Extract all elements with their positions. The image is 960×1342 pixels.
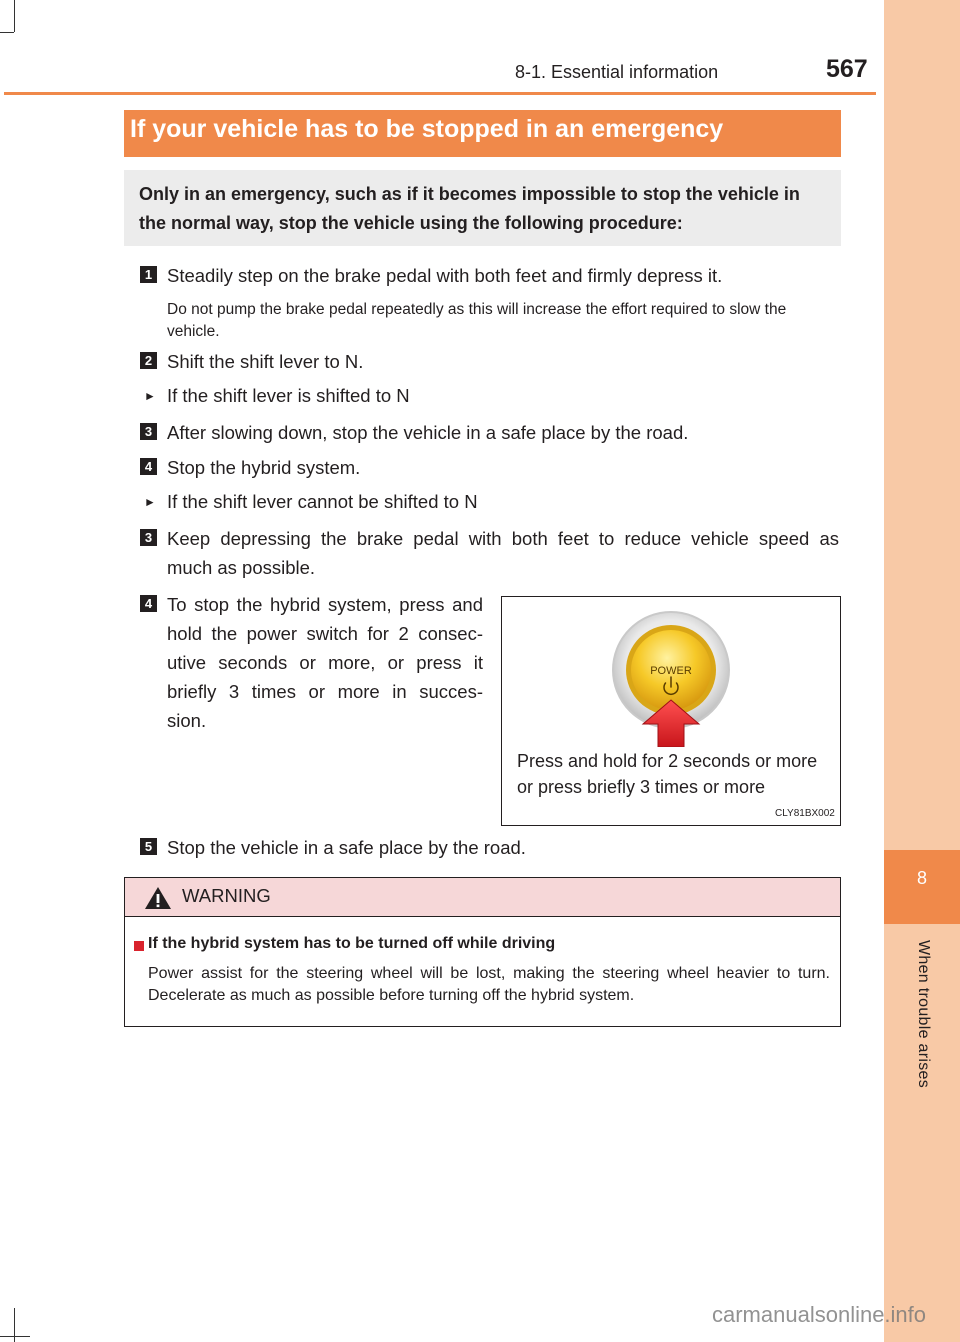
step-number-badge: 2 (140, 352, 157, 369)
power-button-illustration (502, 597, 840, 747)
step-number-badge: 3 (140, 529, 157, 546)
figure-code: CLY81BX002 (775, 808, 835, 819)
warning-label: WARNING (182, 885, 271, 906)
side-tab-strip (884, 0, 960, 1342)
step-number-badge: 3 (140, 423, 157, 440)
header-rule (4, 92, 876, 95)
warning-square-icon (134, 941, 144, 951)
page-number: 567 (826, 55, 868, 83)
step-number-badge: 5 (140, 838, 157, 855)
chapter-number: 8 (916, 868, 927, 888)
bullet-arrow-icon: ► (144, 495, 156, 509)
step-text: Steadily step on the brake pedal with both feet and firmly depress it. (167, 265, 723, 286)
bullet-arrow-icon: ► (144, 389, 156, 403)
step-text: much as possible. (167, 557, 316, 578)
step-number-badge: 1 (140, 266, 157, 283)
crop-mark (14, 0, 15, 32)
step-text: Keep depressing the brake pedal with both feet to reduce vehicle speed as (167, 528, 839, 549)
step-number-badge: 4 (140, 595, 157, 612)
step-note: Do not pump the brake pedal repeatedly as this will increase the effort required to slow the vehicle. (167, 301, 787, 340)
power-button-label: POWER (650, 665, 692, 677)
figure-caption-line: Press and hold for 2 seconds or more (517, 751, 818, 771)
step-text: Stop the vehicle in a safe place by the road. (167, 837, 526, 858)
condition-heading: If the shift lever is shifted to N (167, 385, 410, 406)
step-text: Stop the hybrid system. (167, 457, 361, 478)
figure-caption-line: or press briefly 3 times or more (517, 777, 766, 797)
watermark: carmanualsonline.info (712, 1302, 927, 1327)
chapter-title: When trouble arises (915, 940, 932, 1088)
step-text: hold the power switch for 2 consec- (167, 623, 483, 644)
step-text: utive seconds or more, or press it (167, 652, 483, 673)
warning-subheading: If the hybrid system has to be turned off while driving (148, 935, 556, 952)
warning-body: Power assist for the steering wheel will be lost, making the steering wheel heavier to turn. Decelerate as much as possible before turning off the hybrid system. (148, 965, 830, 1004)
crop-mark (0, 1336, 30, 1337)
condition-heading: If the shift lever cannot be shifted to N (167, 491, 478, 512)
intro-text: Only in an emergency, such as if it becomes impossible to stop the vehicle in the normal way, stop the vehicle using the following procedure: (139, 184, 800, 233)
warning-triangle-icon (143, 885, 173, 911)
step-text: Shift the shift lever to N. (167, 351, 364, 372)
section-heading: 8-1. Essential information (515, 62, 719, 82)
step-text: After slowing down, stop the vehicle in a safe place by the road. (167, 422, 689, 443)
step-number-badge: 4 (140, 458, 157, 475)
step-text: sion. (167, 710, 207, 731)
page-title: If your vehicle has to be stopped in an emergency (130, 115, 724, 143)
step-text: To stop the hybrid system, press and (167, 594, 483, 615)
crop-mark (0, 32, 14, 33)
step-text: briefly 3 times or more in succes- (167, 681, 483, 702)
